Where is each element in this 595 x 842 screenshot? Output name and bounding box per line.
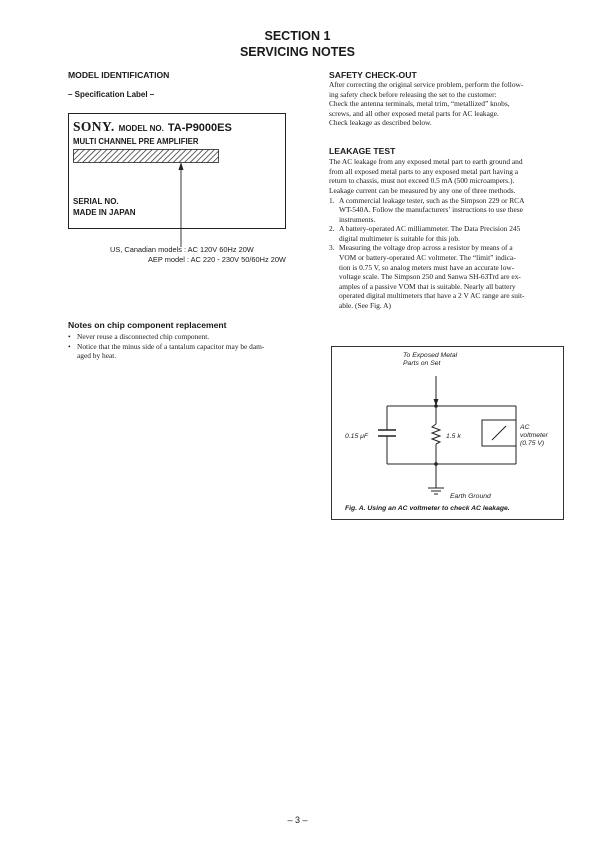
- sony-logo: SONY.: [73, 119, 115, 134]
- figure-top-label-line2: Parts on Set: [403, 360, 441, 367]
- chip-notes-heading: Notes on chip component replacement: [68, 320, 227, 330]
- meter-label-line1: AC: [520, 424, 530, 431]
- power-rating-aep: AEP model : AC 220 - 230V 50/60Hz 20W: [148, 255, 286, 264]
- safety-heading: SAFETY CHECK-OUT: [329, 70, 417, 80]
- figure-caption: Fig. A. Using an AC voltmeter to check AC leakage.: [345, 505, 510, 512]
- list-item: • Never reuse a disconnected chip component.: [68, 332, 210, 341]
- leakage-intro: The AC leakage from any exposed metal part to earth ground and from all exposed metal parts to any exposed metal part having a return to chassis, must not exceed 0.5 mA (500 microampers.). Leakage current can be measured by any one of three methods.: [329, 157, 523, 195]
- power-rating-us: US, Canadian models : AC 120V 60Hz 20W: [110, 245, 254, 254]
- list-item: • Notice that the minus side of a tantalum capacitor may be dam- aged by heat.: [68, 341, 265, 361]
- product-name: MULTI CHANNEL PRE AMPLIFIER: [73, 137, 199, 146]
- meter-label-line3: (0.75 V): [520, 440, 545, 447]
- section-title: SERVICING NOTES: [239, 45, 356, 59]
- figure-top-label-line1: To Exposed Metal: [403, 352, 458, 359]
- list-item: 1. A commercial leakage tester, such as the Simpson 229 or RCA WT-540A. Follow the manufacturers’ instructions to use these instruments.: [329, 195, 525, 224]
- meter-label-line2: voltmeter: [520, 432, 548, 439]
- section-number: SECTION 1: [264, 29, 331, 43]
- model-no: TA-P9000ES: [167, 122, 232, 134]
- chip-notes-list: [68, 332, 318, 361]
- resistor-value-label: 1.5 k: [446, 433, 461, 440]
- capacitor-value-label: 0.15 μF: [345, 433, 368, 440]
- page-number: – 3 –: [287, 815, 308, 825]
- earth-ground-label: Earth Ground: [450, 493, 491, 500]
- list-item: 2. A battery-operated AC milliammeter. The Data Precision 245 digital multimeter is suitable for this job.: [329, 224, 521, 243]
- leakage-heading: LEAKAGE TEST: [329, 146, 396, 156]
- model-no-prefix: MODEL NO.: [118, 124, 164, 133]
- spec-label-caption: – Specification Label –: [68, 90, 155, 99]
- list-item: 3. Measuring the voltage drop across a resistor by means of a VOM or battery-operated AC voltmeter. The “limit” indica- tion is 0.75 V, so analog meters must have an accurate low- voltage scale. The Simpson 250 and Sanwa SH-63Trd are ex- amples of a passive VOM that is suitable. Nearly all battery operated digital multimeters that have a 2 V AC range are suit- able. (See Fig. A): [329, 243, 525, 311]
- made-in-label: MADE IN JAPAN: [73, 208, 136, 217]
- serial-no-label: SERIAL NO.: [73, 197, 119, 206]
- safety-paragraph: After correcting the original service problem, perform the follow- ing safety check before releasing the set to the customer: Check the antenna terminals, metal trim, “metallized” knobs, screws, and all other exposed metal parts for AC leakage. Check leakage as described below.: [329, 80, 524, 128]
- model-identification-heading: MODEL IDENTIFICATION: [68, 70, 170, 80]
- leakage-methods-list: [329, 196, 567, 311]
